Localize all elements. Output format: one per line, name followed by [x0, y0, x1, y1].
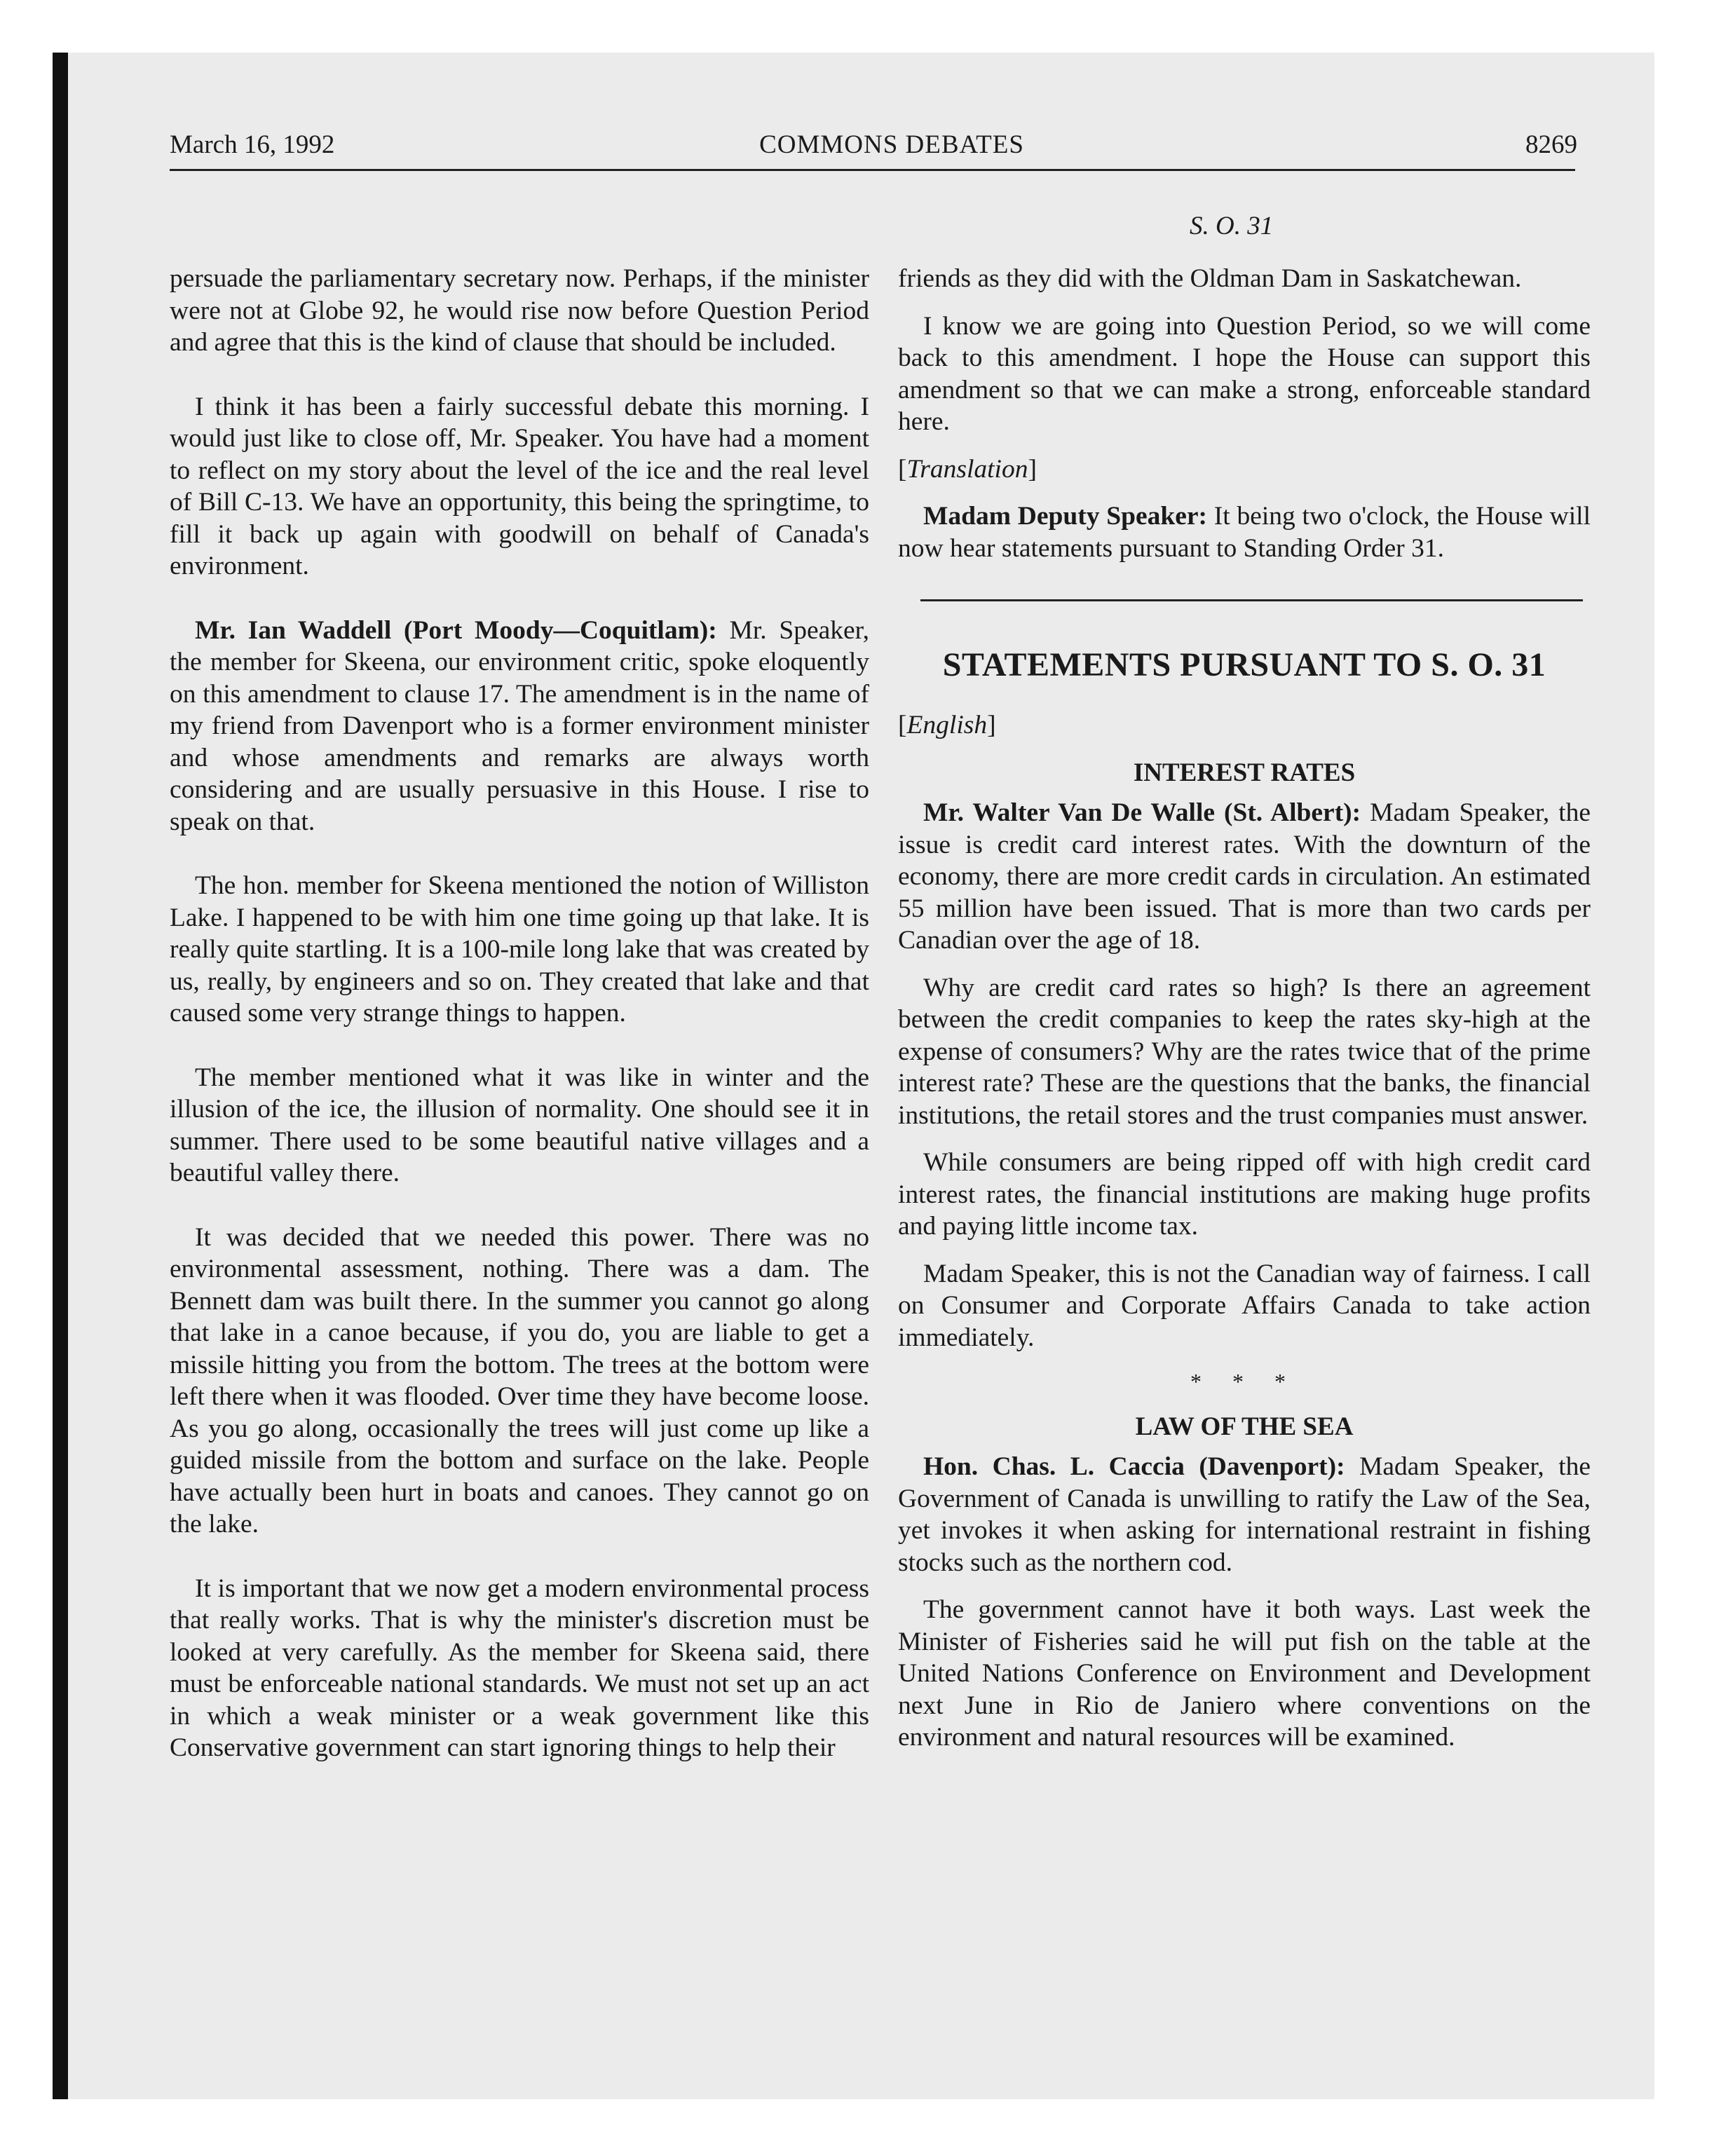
- scan-binding-edge: [53, 53, 68, 2099]
- paragraph: [898, 797, 1591, 957]
- paragraph: While consumers are being ripped off with high credit card interest rates, the financial institutions are making huge profits and paying little income tax.: [898, 1148, 1591, 1241]
- paragraph: friends as they did with the Oldman Dam in Saskatchewan.: [898, 264, 1522, 293]
- translation-tag-text: Translation: [906, 454, 1028, 484]
- right-column: [898, 263, 1591, 1769]
- scan-margin: [0, 0, 53, 2156]
- header-page-number: 8269: [1525, 130, 1577, 159]
- paragraph-text: Madam Speaker, the issue is credit card interest rates. With the downturn of the economy, there are more credit cards in circulation. An estimated 55 million have been issued. That is more than two cards per Canadian over the age of 18.: [898, 798, 1591, 955]
- paragraph: The member mentioned what it was like in winter and the illusion of the ice, the illusion of normality. One should see it in summer. There used to be some beautiful native villages and a beautiful valley there.: [170, 1063, 869, 1187]
- paragraph-text: Madam Speaker, the Government of Canada is unwilling to ratify the Law of the Sea, yet invokes it when asking for international restraint in fishing stocks such as the northern cod.: [898, 1452, 1591, 1577]
- subheading-interest-rates: INTEREST RATES: [1133, 758, 1356, 787]
- language-tag-text: English: [906, 711, 988, 739]
- paragraph: The government cannot have it both ways. Last week the Minister of Fisheries said he will put fish on the table at the United Nations Conference on Environment and Development next June in Rio de Janiero where conventions on the environment and natural resources will be examined.: [898, 1595, 1591, 1752]
- section-rule: [920, 599, 1583, 601]
- paragraph: persuade the parliamentary secretary now. Perhaps, if the minister were not at Globe 92, he would rise now before Question Period and agree that this is the kind of clause that should be included.: [170, 264, 869, 357]
- left-column: [170, 263, 869, 1796]
- paragraph: Why are credit card rates so high? Is there an agreement between the credit companies to keep the rates sky-high at the expense of consumers? Why are the rates twice that of the prime interest rate? These are the questions that the banks, the financial institutions, the retail stores and the trust companies must answer.: [898, 973, 1591, 1130]
- header-rule: [170, 169, 1575, 171]
- subheading-law-of-the-sea: LAW OF THE SEA: [1135, 1412, 1354, 1441]
- standing-order-label: S. O. 31: [1190, 212, 1274, 240]
- speaker-name: Madam Deputy Speaker:: [923, 502, 1207, 531]
- paragraph: It was decided that we needed this power. There was no environmental assessment, nothing. There was a dam. The Bennett dam was built there. In the summer you cannot go along that lake in a canoe because, if you do, you are liable to get a missile hitting you from the bottom. The trees at the bottom were left there when it was flooded. Over time they have become loose. As you go along, occasionally the trees will just come up like a guided missile from the bottom and surface on the lake. People have actually been hurt in boats and canoes. They cannot go on the lake.: [170, 1222, 869, 1538]
- paragraph: I know we are going into Question Period, so we will come back to this amendment. I hope the House can support this amendment so that we can make a strong, enforceable standard here.: [898, 311, 1591, 436]
- paragraph-text: It being two o'clock, the House will now hear statements pursuant to Standing Order 31.: [898, 502, 1591, 563]
- language-tag: [English]: [898, 711, 996, 739]
- header-title: COMMONS DEBATES: [759, 130, 1024, 159]
- translation-tag: [Translation]: [898, 454, 1037, 484]
- paragraph: [170, 615, 869, 838]
- paragraph-text: Mr. Speaker, the member for Skeena, our environment critic, spoke eloquently on this amendment to clause 17. The amendment is in the name of my friend from Davenport who is a former environment minister and whose amendments and remarks are always worth considering and are usually persuasive in this House. I rise to speak on that.: [170, 615, 869, 836]
- document-page: [68, 53, 1654, 2099]
- paragraph: The hon. member for Skeena mentioned the notion of Williston Lake. I happened to be with him one time going up that lake. It is really quite startling. It is a 100-mile long lake that was created by us, really, by engineers and so on. They created that lake and that caused some very strange things to happen.: [170, 871, 869, 1028]
- header-date: March 16, 1992: [170, 130, 335, 159]
- paragraph: Madam Speaker, this is not the Canadian way of fairness. I call on Consumer and Corporate Affairs Canada to take action immediately.: [898, 1259, 1591, 1352]
- speaker-name: Mr. Walter Van De Walle (St. Albert):: [923, 798, 1361, 827]
- paragraph: It is important that we now get a modern environmental process that really works. That is why the minister's discretion must be looked at very carefully. As the member for Skeena said, there must be enforceable national standards. We must not set up an act in which a weak minister or a weak government like this Conservative government can start ignoring things to help their: [170, 1574, 869, 1762]
- paragraph: [898, 500, 1591, 564]
- speaker-name: Hon. Chas. L. Caccia (Davenport):: [923, 1452, 1345, 1481]
- section-title: STATEMENTS PURSUANT TO S. O. 31: [942, 646, 1546, 683]
- paragraph: I think it has been a fairly successful debate this morning. I would just like to close off, Mr. Speaker. You have had a moment to reflect on my story about the level of the ice and the real level of Bill C-13. We have an opportunity, this being the springtime, to fill it back up again with goodwill on behalf of Canada's environment.: [170, 392, 869, 580]
- separator-stars: * * *: [1190, 1369, 1298, 1394]
- speaker-name: Mr. Ian Waddell (Port Moody—Coquitlam):: [195, 615, 717, 645]
- paragraph: [898, 1451, 1591, 1578]
